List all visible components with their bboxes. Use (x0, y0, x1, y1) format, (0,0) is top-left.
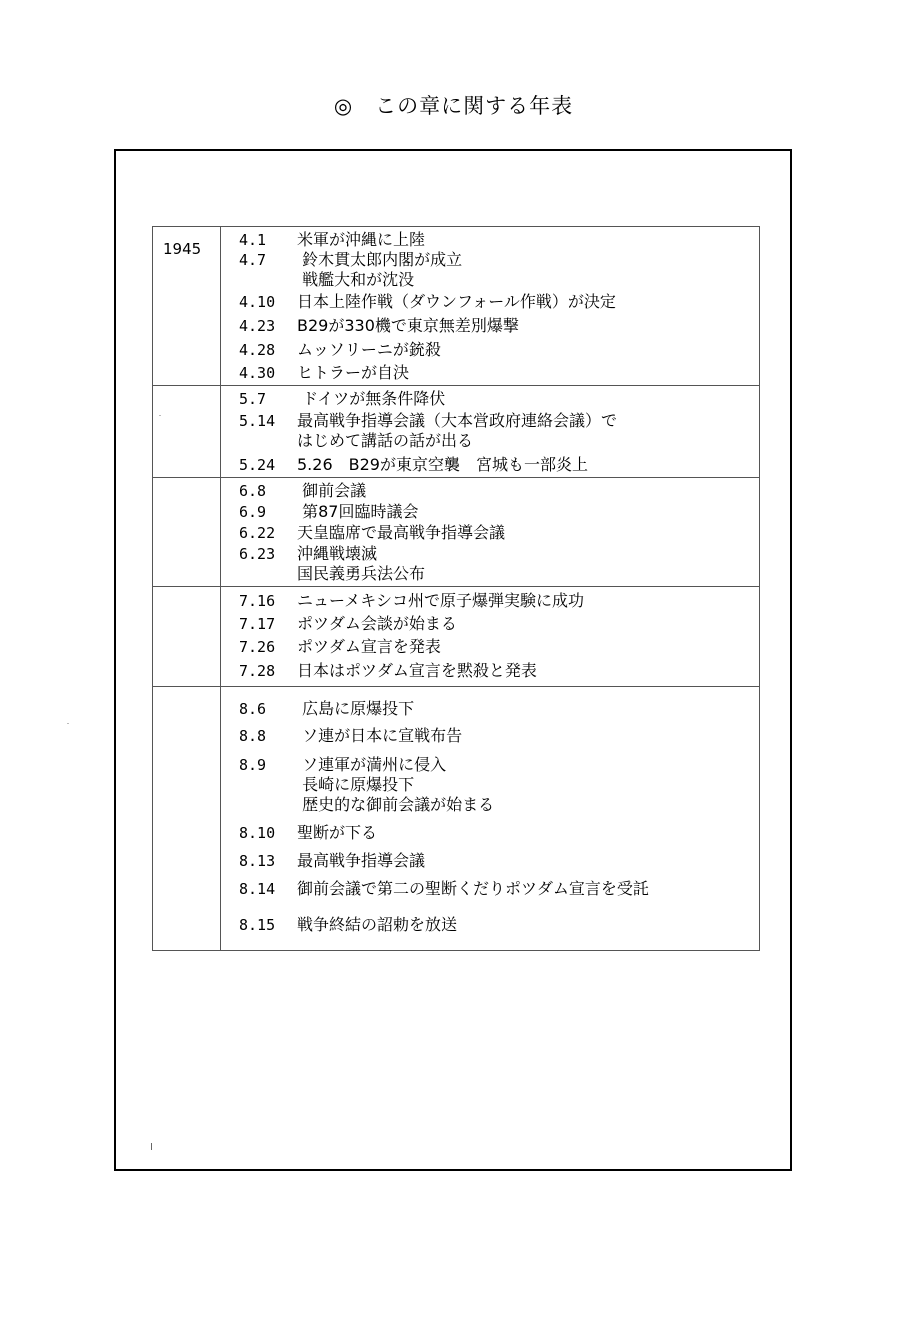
entry-text-line: ソ連軍が満州に侵入 (297, 755, 447, 774)
entry-text-line: 5.26 B29が東京空襲 宮城も一部炎上 (297, 455, 588, 474)
timeline-entry (239, 915, 759, 935)
entry-text-line: ドイツが無条件降伏 (297, 389, 446, 408)
year-cell (153, 227, 221, 386)
timeline-entry (239, 523, 759, 543)
entry-date: 8.6 (239, 700, 267, 718)
entry-date: 7.16 (239, 592, 276, 610)
entry-text (297, 363, 409, 383)
entry-text (297, 915, 457, 935)
timeline-row-august (153, 687, 760, 951)
timeline-entry (239, 591, 759, 611)
timeline-entry (239, 614, 759, 634)
timeline-entry (239, 250, 759, 290)
entry-text-line: ポツダム宣言を発表 (297, 637, 441, 656)
entry-date: 6.22 (239, 524, 276, 542)
entry-text-line: B29が330機で東京無差別爆撃 (297, 316, 519, 335)
entry-text (297, 851, 425, 871)
entry-text (297, 614, 457, 634)
page-title: ◎ この章に関する年表 (333, 94, 574, 118)
entries-cell (221, 227, 760, 386)
timeline-entry (239, 411, 759, 451)
entry-date: 6.9 (239, 503, 267, 521)
entry-text-line: ヒトラーが自決 (297, 363, 410, 382)
entry-text-line: 米軍が沖縄に上陸 (297, 230, 426, 249)
entries-cell (221, 687, 760, 951)
entry-text-line: ムッソリーニが銃殺 (297, 340, 441, 359)
entry-text (297, 502, 418, 522)
entry-text (297, 661, 537, 681)
entry-date: 4.30 (239, 364, 276, 382)
entries-cell (221, 386, 760, 478)
entries-cell (221, 587, 760, 687)
entry-text-line: 御前会議 (297, 481, 367, 500)
entry-text (297, 544, 425, 584)
entry-date: 8.14 (239, 880, 276, 898)
timeline-entry (239, 292, 759, 312)
entry-date: 5.24 (239, 456, 276, 474)
entry-text-line: ニューメキシコ州で原子爆弾実験に成功 (297, 591, 585, 610)
entry-date: 4.23 (239, 317, 276, 335)
year-cell (153, 386, 221, 478)
timeline-table (152, 226, 760, 951)
entry-text-line: 戦艦大和が沈没 (297, 270, 415, 289)
entry-date: 7.28 (239, 662, 276, 680)
timeline-entry (239, 389, 759, 409)
entry-text (297, 230, 425, 250)
entry-text-line: 御前会議で第二の聖断くだりポツダム宣言を受託 (297, 879, 649, 898)
entry-text-line: ソ連が日本に宣戦布告 (297, 726, 463, 745)
timeline-entry (239, 481, 759, 501)
entry-date: 5.14 (239, 412, 276, 430)
entry-text-line: 広島に原爆投下 (297, 699, 415, 718)
entry-text-line: 国民義勇兵法公布 (297, 564, 426, 583)
timeline-entry (239, 340, 759, 360)
entry-text (297, 250, 462, 290)
entry-text (297, 481, 366, 501)
entry-date: 4.10 (239, 293, 276, 311)
entry-text-line: ポツダム会談が始まる (297, 614, 457, 633)
entry-text-line: 聖断が下る (297, 823, 378, 842)
entry-text-line: 鈴木貫太郎内閣が成立 (297, 250, 463, 269)
entry-date: 8.10 (239, 824, 276, 842)
entry-date: 8.13 (239, 852, 276, 870)
year-label: 1945 (163, 240, 202, 258)
entry-text (297, 755, 494, 815)
timeline-entry (239, 661, 759, 681)
entry-text (297, 316, 519, 336)
entry-date: 4.7 (239, 251, 267, 269)
entry-text (297, 411, 617, 451)
entry-date: 7.26 (239, 638, 276, 656)
timeline-entry (239, 637, 759, 657)
timeline-entry (239, 230, 759, 250)
entry-text (297, 292, 616, 312)
entry-text-line: 第87回臨時議会 (297, 502, 419, 521)
entry-date: 4.28 (239, 341, 276, 359)
entry-date: 6.23 (239, 545, 276, 563)
entry-date: 6.8 (239, 482, 267, 500)
entry-text (297, 523, 505, 543)
timeline-row-may (153, 386, 760, 478)
entry-text-line: 日本はポツダム宣言を黙殺と発表 (297, 661, 537, 680)
entry-date: 7.17 (239, 615, 276, 633)
entry-text-line: 最高戦争指導会議（大本営政府連絡会議）で (297, 411, 618, 430)
entry-text (297, 637, 441, 657)
timeline-entry (239, 699, 759, 719)
entry-date: 8.9 (239, 756, 267, 774)
timeline-row-april (153, 227, 760, 386)
timeline-entry (239, 363, 759, 383)
entry-date: 8.15 (239, 916, 276, 934)
timeline-row-june (153, 478, 760, 587)
entry-text (297, 455, 588, 475)
entry-text-line: 長崎に原爆投下 (297, 775, 415, 794)
entry-date: 4.1 (239, 231, 267, 249)
entries-cell (221, 478, 760, 587)
entry-text-line: 歴史的な御前会議が始まる (297, 795, 495, 814)
entry-text-line: 最高戦争指導会議 (297, 851, 426, 870)
timeline-entry (239, 755, 759, 815)
entry-text (297, 879, 649, 899)
year-cell (153, 587, 221, 687)
year-cell (153, 687, 221, 951)
entry-text (297, 389, 445, 409)
timeline-entry (239, 316, 759, 336)
timeline-entry (239, 879, 759, 899)
entry-date: 8.8 (239, 727, 267, 745)
scan-speck (159, 415, 161, 416)
timeline-entry (239, 851, 759, 871)
entry-text (297, 340, 441, 360)
entry-text (297, 591, 584, 611)
entry-text (297, 823, 377, 843)
entry-text-line: 戦争終結の詔勅を放送 (297, 915, 458, 934)
timeline-entry (239, 823, 759, 843)
entry-text (297, 699, 414, 719)
timeline-entry (239, 726, 759, 746)
margin-tick-mark (151, 1143, 152, 1150)
year-cell (153, 478, 221, 587)
scan-speck (67, 723, 69, 724)
timeline-entry (239, 544, 759, 584)
entry-text-line: はじめて講話の話が出る (297, 431, 474, 450)
entry-text (297, 726, 462, 746)
timeline-entry (239, 502, 759, 522)
timeline-entry (239, 455, 759, 475)
entry-text-line: 日本上陸作戦（ダウンフォール作戦）が決定 (297, 292, 616, 311)
entry-date: 5.7 (239, 390, 267, 408)
timeline-row-july (153, 587, 760, 687)
entry-text-line: 沖縄戦壊滅 (297, 544, 378, 563)
entry-text-line: 天皇臨席で最高戦争指導会議 (297, 523, 506, 542)
